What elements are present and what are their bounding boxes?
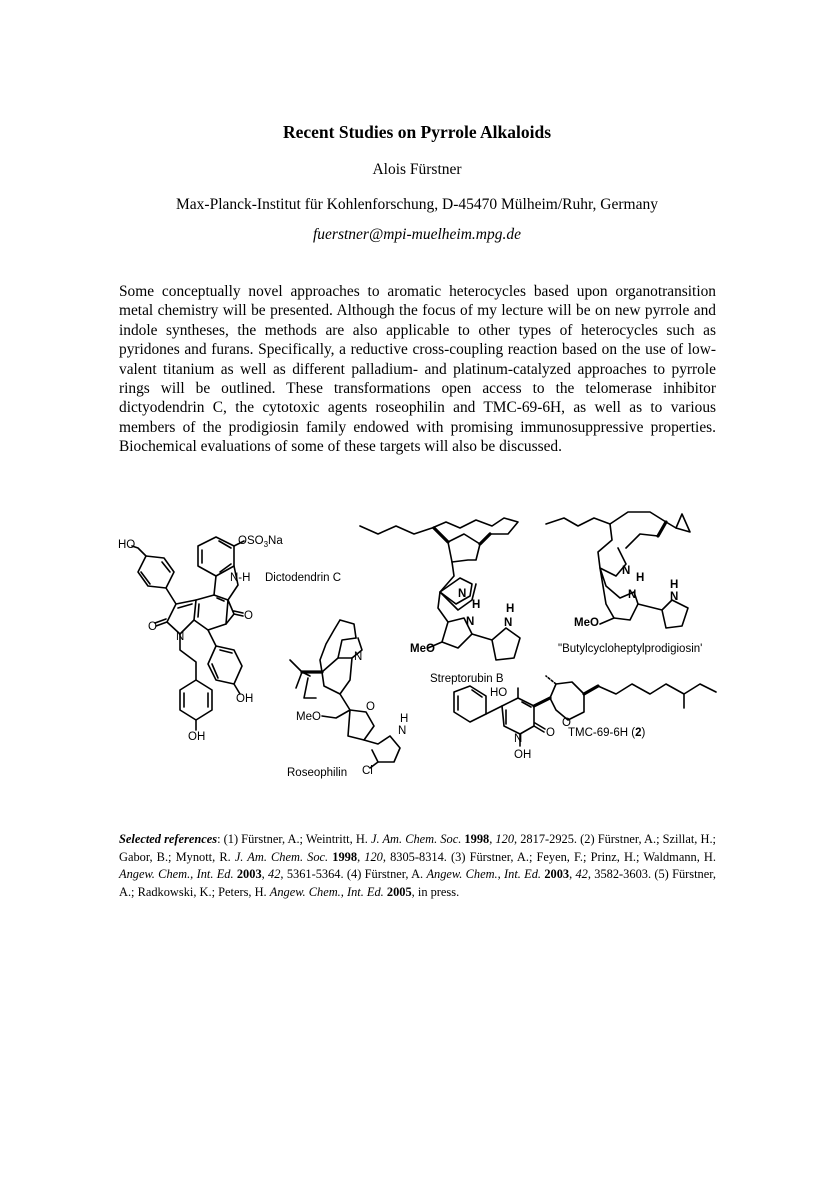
reference-year: 2003 [544, 867, 570, 882]
atom-label: MeO [574, 617, 599, 629]
reference-item: (3) Fürstner, A.; Feyen, F.; Prinz, H.; Waldmann, H. Angew. Chem., Int. Ed. 2003, 42, 5361-5364. [119, 849, 716, 882]
structure-tmc-69-6h [454, 676, 716, 761]
atom-label: MeO [296, 711, 321, 723]
reference-year: 1998 [332, 849, 358, 864]
reference-authors: (1) Fürstner, A.; Weintritt, H. [223, 832, 371, 846]
structure-roseophilin [287, 620, 408, 779]
atom-label: $OSO_3Na$ [238, 535, 283, 549]
atom-label: H [506, 603, 515, 615]
compound-name-tmc-69-6h: TMC-69-6H (2) [568, 727, 646, 739]
atom-label: N [628, 589, 637, 601]
affiliation: Max-Planck-Institut für Kohlenforschung, D-45470 Mülheim/Ruhr, Germany [176, 196, 658, 213]
author-email[interactable]: fuerstner@mpi-muelheim.mpg.de [313, 226, 521, 243]
reference-pages: 3582-3603. [594, 867, 652, 882]
reference-item: (4) Fürstner, A. Angew. Chem., Int. Ed. 2003, 42, 3582-3603. [346, 867, 652, 882]
atom-label: N [622, 565, 631, 577]
structures-figure [110, 500, 730, 800]
reference-year: 2005 [386, 884, 412, 899]
reference-year: 2003 [236, 867, 262, 882]
reference-item: (1) Fürstner, A.; Weintritt, H. J. Am. Chem. Soc. 1998, 120, 2817-2925. [223, 832, 578, 846]
atom-label: OH [188, 731, 206, 743]
reference-journal: J. Am. Chem. Soc. [370, 832, 462, 846]
atom-label: N [466, 616, 475, 628]
author-name: Alois Fürstner [372, 161, 462, 178]
chemical-structures-svg [110, 500, 730, 800]
reference-volume: 42 [575, 867, 588, 882]
atom-label: HO [490, 687, 508, 699]
reference-authors: (3) Fürstner, A.; Feyen, F.; Prinz, H.; Waldmann, H. [451, 849, 716, 864]
references-heading: Selected references [119, 832, 218, 846]
atom-label: OH [236, 693, 254, 705]
reference-journal: Angew. Chem., Int. Ed. [119, 867, 234, 882]
structure-streptorubin-b [360, 518, 520, 685]
atom-label: N [354, 651, 363, 663]
reference-journal: J. Am. Chem. Soc. [234, 849, 329, 864]
reference-authors: (4) Fürstner, A. [346, 867, 427, 882]
atom-label: N [398, 725, 407, 737]
atom-label: O [562, 717, 571, 729]
atom-label: N [514, 733, 523, 745]
paper-title: Recent Studies on Pyrrole Alkaloids [282, 122, 552, 142]
reference-volume: 42 [268, 867, 281, 882]
atom-label: HO [118, 539, 136, 551]
atom-label: MeO [410, 643, 435, 655]
abstract-paragraph: Some conceptually novel approaches to aromatic heterocycles based upon organotransition metal chemistry will be presented. Although the focus of my lecture will be on new pyrrole and indole syntheses, the methods are also applicable to other types of heterocycles such as pyridones and furans. Specifically, a reductive cross-coupling reaction based on the use of low-valent titanium as well as different palladium- and platinum-catalyzed approaches to pyrrole rings will be outlined. These transformations open access to the telomerase inhibitor dictyodendrin C, the cytotoxic agents roseophilin and TMC-69-6H, as well as to various members of the prodigiosin family endowed with promising immunosuppressive properties. Biochemical evaluations of some of these targets will also be discussed. [119, 283, 716, 456]
atom-label: H [472, 599, 481, 611]
atom-label: Cl [362, 765, 373, 777]
atom-label: O [148, 621, 157, 633]
atom-label: O [244, 610, 253, 622]
atom-label: N [504, 617, 513, 629]
atom-label: N-H [230, 572, 251, 584]
atom-label: H [400, 713, 409, 725]
atom-label: O [366, 701, 375, 713]
reference-authors: (5) Fürstner, A.; Radkowski, K.; Peters, H. [119, 867, 716, 899]
reference-journal: Angew. Chem., Int. Ed. [269, 884, 384, 899]
reference-volume: 120 [364, 849, 383, 864]
compound-name-butylcycloheptylprodigiosin: "Butylcycloheptylprodigiosin' [558, 643, 703, 655]
atom-label: N [670, 591, 679, 603]
atom-label: O [546, 727, 555, 739]
compound-name-streptorubin-b: Streptorubin B [430, 673, 504, 685]
structure-butylcycloheptylprodigiosin [546, 512, 702, 655]
reference-pages: 2817-2925. [520, 832, 578, 846]
reference-pages: in press. [417, 884, 460, 899]
atom-label: N [458, 588, 467, 600]
reference-item: (5) Fürstner, A.; Radkowski, K.; Peters, H. Angew. Chem., Int. Ed. 2005, in press. [119, 867, 716, 899]
atom-label: N [176, 631, 185, 643]
atom-label: H [636, 572, 645, 584]
reference-item: (2) Fürstner, A.; Szillat, H.; Gabor, B.; Mynott, R. J. Am. Chem. Soc. 1998, 120, 8305-8314. [119, 832, 716, 864]
reference-authors: (2) Fürstner, A.; Szillat, H.; Gabor, B.; Mynott, R. [119, 832, 716, 864]
reference-journal: Angew. Chem., Int. Ed. [426, 867, 542, 882]
compound-name-roseophilin: Roseophilin [287, 767, 348, 779]
atom-label: H [670, 579, 679, 591]
reference-volume: 120 [495, 832, 515, 846]
reference-pages: 5361-5364. [286, 867, 344, 882]
atom-label: OH [514, 749, 532, 761]
reference-pages: 8305-8314. [390, 849, 447, 864]
compound-name-dictodendrin-c: Dictodendrin C [265, 572, 342, 584]
reference-year: 1998 [464, 832, 490, 846]
references-section: Selected references: (1) Fürstner, A.; Weintritt, H. J. Am. Chem. Soc. 1998, 120, 2817-2925. (2) Fürstner, A.; Szillat, H.; Gabor, B.; Mynott, R. J. Am. Chem. Soc. 1998, 120, 8305-8314. (3) Fürstner, A.; Feyen, F.; Prinz, H.; Waldmann, H. Angew. Chem., Int. Ed. 2003, 42, 5361-5364. (4) Fürstner, A. Angew. Chem., Int. Ed. 2003, 42, 3582-3603. (5) Fürstner, A.; Radkowski, K.; Peters, H. Angew. Chem., Int. Ed. 2005, in press. [119, 832, 716, 899]
